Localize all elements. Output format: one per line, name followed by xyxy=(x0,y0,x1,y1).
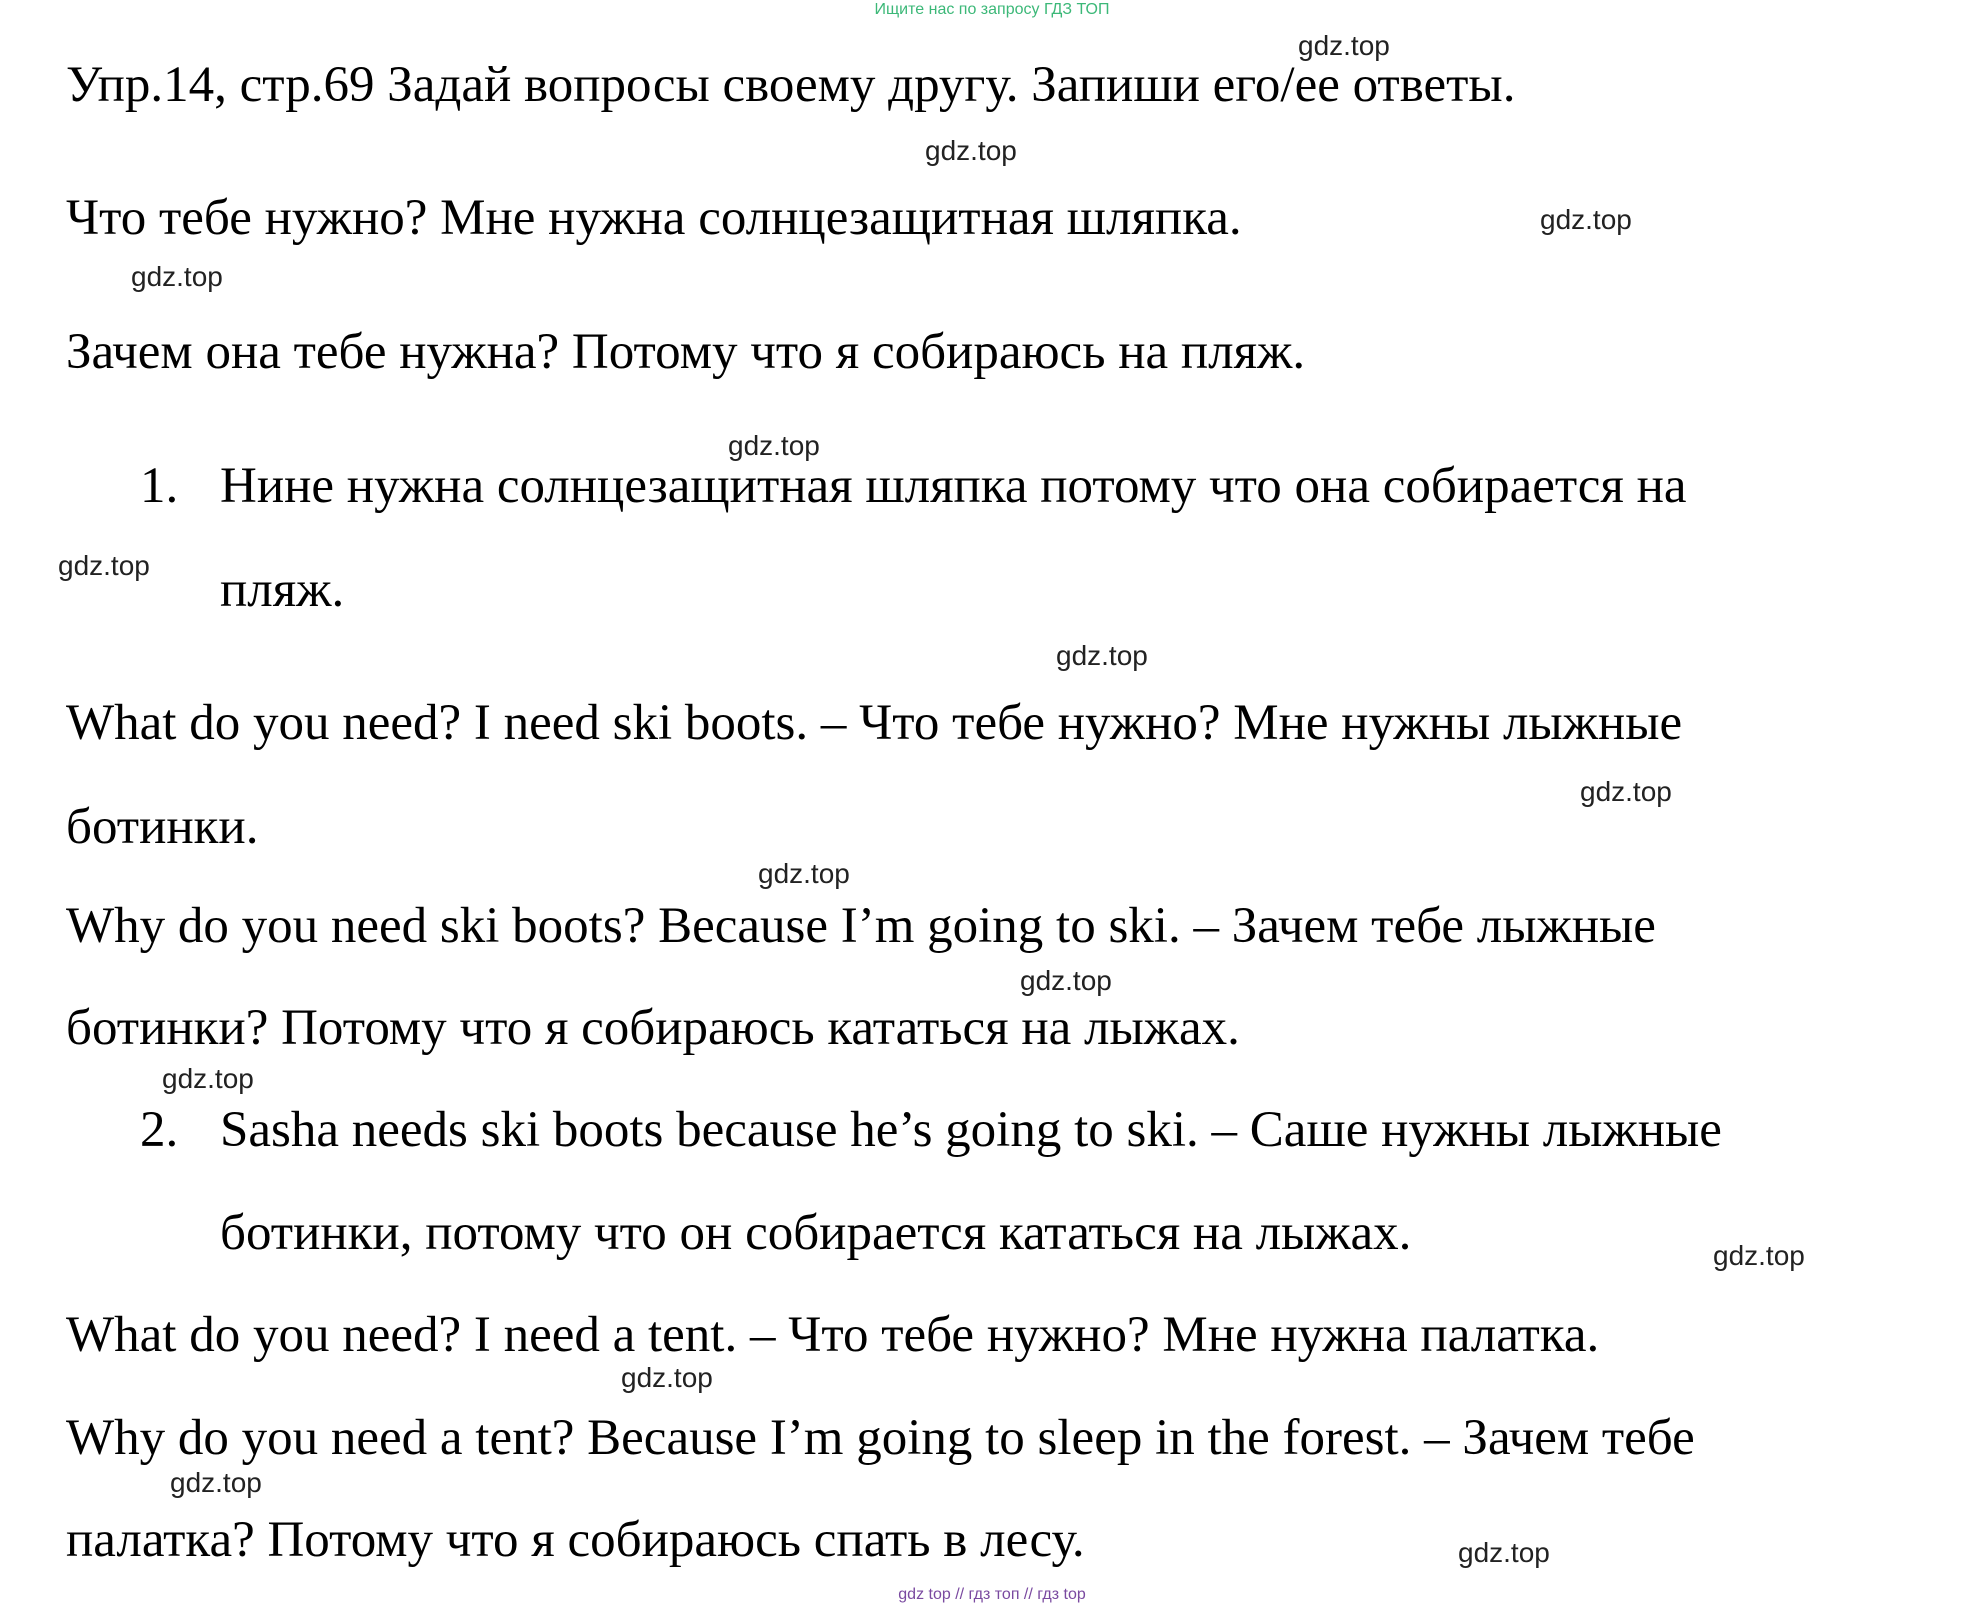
list-item-1 xyxy=(140,456,1687,516)
list-number-1: 1. xyxy=(140,458,179,514)
list-item-1-continuation: пляж. xyxy=(220,562,345,618)
watermark: gdz.top xyxy=(925,135,1017,166)
dialog-line-q1: Что тебе нужно? Мне нужна солнцезащитная шляпка. xyxy=(66,190,1242,246)
watermark: gdz.top xyxy=(1458,1537,1550,1568)
list-number-2: 2. xyxy=(140,1102,179,1158)
dialog-line-en4-continuation: палатка? Потому что я собираюсь спать в лесу. xyxy=(66,1512,1085,1568)
dialog-line-en4: Why do you need a tent? Because I’m going to sleep in the forest. – Зачем тебе xyxy=(66,1410,1695,1466)
dialog-line-en3: What do you need? I need a tent. – Что тебе нужно? Мне нужна палатка. xyxy=(66,1307,1600,1363)
watermark: gdz.top xyxy=(1020,965,1112,996)
top-banner: Ищите нас по запросу ГДЗ ТОП xyxy=(874,1,1110,18)
list-item-2 xyxy=(140,1100,1722,1160)
watermark: gdz.top xyxy=(1580,776,1672,807)
watermark: gdz.top xyxy=(1540,204,1632,235)
watermark: gdz.top xyxy=(170,1467,262,1498)
watermark: gdz.top xyxy=(162,1063,254,1094)
dialog-line-en2: Why do you need ski boots? Because I’m going to ski. – Зачем тебе лыжные xyxy=(66,898,1656,954)
watermark: gdz.top xyxy=(1056,640,1148,671)
watermark: gdz.top xyxy=(758,858,850,889)
list-item-2-text: Sasha needs ski boots because he’s going to ski. – Саше нужны лыжные xyxy=(220,1102,1722,1158)
list-item-1-text: Нине нужна солнцезащитная шляпка потому что она собирается на xyxy=(220,458,1687,514)
dialog-line-en1-continuation: ботинки. xyxy=(66,799,259,855)
dialog-line-en2-continuation: ботинки? Потому что я собираюсь кататься на лыжах. xyxy=(66,1000,1240,1056)
exercise-title: Упр.14, стр.69 Задай вопросы своему другу. Запиши его/ее ответы. xyxy=(66,57,1516,113)
list-item-2-continuation: ботинки, потому что он собирается кататься на лыжах. xyxy=(220,1205,1412,1261)
watermark: gdz.top xyxy=(621,1362,713,1393)
watermark: gdz.top xyxy=(1298,30,1390,61)
watermark: gdz.top xyxy=(728,430,820,461)
watermark: gdz.top xyxy=(1713,1240,1805,1271)
watermark: gdz.top xyxy=(58,550,150,581)
bottom-banner: gdz top // гдз топ // гдз top xyxy=(898,1586,1086,1603)
dialog-line-q2: Зачем она тебе нужна? Потому что я собираюсь на пляж. xyxy=(66,324,1306,380)
watermark: gdz.top xyxy=(131,261,223,292)
dialog-line-en1: What do you need? I need ski boots. – Что тебе нужно? Мне нужны лыжные xyxy=(66,695,1683,751)
